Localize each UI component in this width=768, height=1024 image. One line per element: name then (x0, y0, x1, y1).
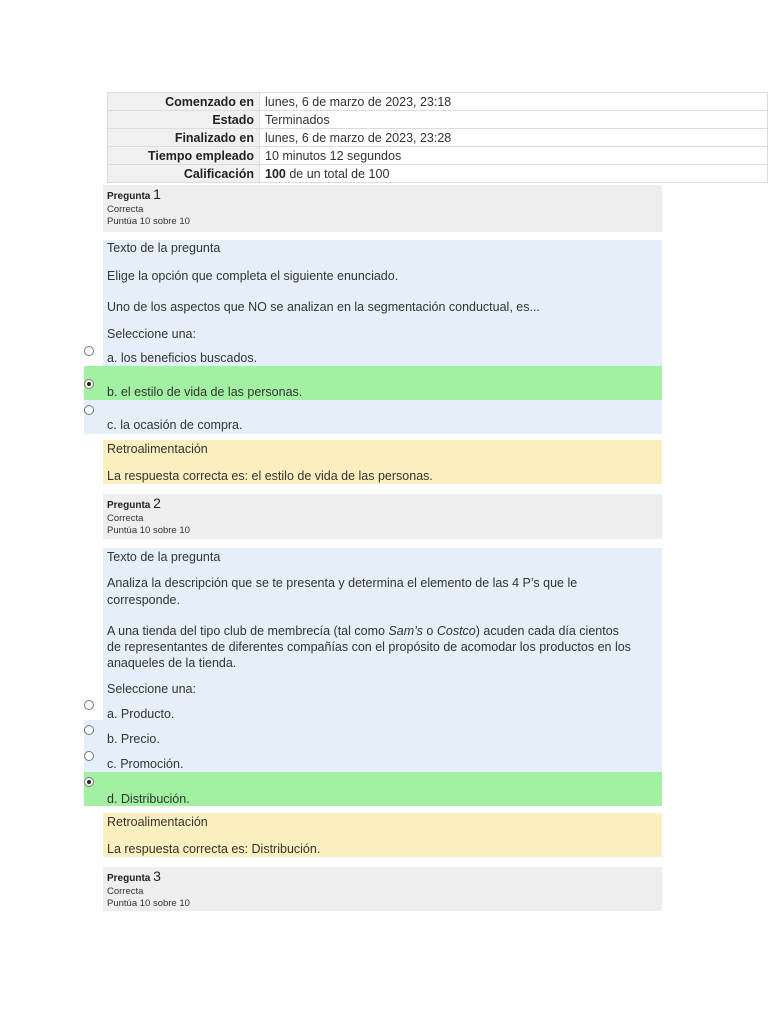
radio-button[interactable] (84, 725, 94, 735)
summary-value (260, 165, 768, 183)
question-2-info (103, 494, 662, 539)
question-text-label: Texto de la pregunta (107, 550, 221, 564)
summary-row (108, 129, 768, 147)
question-title: Pregunta 1 (107, 186, 161, 202)
answer-option[interactable]: c. la ocasión de compra. (107, 418, 243, 432)
summary-label: Finalizado en (108, 129, 260, 147)
question-text-label: Texto de la pregunta (107, 241, 221, 255)
brand-costco: Costco (436, 624, 476, 638)
radio-button[interactable] (84, 346, 94, 356)
select-one-label: Seleccione una: (107, 327, 196, 341)
summary-label: Comenzado en (108, 93, 260, 111)
grade-score: 100 (265, 166, 286, 181)
question-instruction: Analiza la descripción que se te presenta y determina el elemento de las 4 P’s que le (107, 576, 578, 590)
attempt-summary-table (107, 92, 768, 183)
question-prompt: A una tienda del tipo club de membrecía (tal como Sam’s o Costco) acuden cada día cientos (107, 624, 619, 638)
answer-option[interactable]: b. Precio. (107, 732, 160, 746)
question-instruction: corresponde. (107, 593, 180, 607)
answer-option[interactable]: c. Promoción. (107, 757, 184, 771)
feedback-label: Retroalimentación (107, 442, 208, 456)
question-3-info (103, 867, 662, 911)
summary-row (108, 111, 768, 129)
question-grade: Puntúa 10 sobre 10 (107, 525, 190, 536)
summary-label: Tiempo empleado (108, 147, 260, 165)
answer-option[interactable]: a. los beneficios buscados. (107, 351, 258, 365)
feedback-label: Retroalimentación (107, 815, 208, 829)
summary-value: lunes, 6 de marzo de 2023, 23:28 (260, 129, 768, 147)
question-number: 1 (153, 186, 161, 202)
grade-total: de un total de 100 (285, 166, 390, 181)
feedback-text: La respuesta correcta es: el estilo de vida de las personas. (107, 469, 433, 483)
summary-label: Calificación (108, 165, 260, 183)
question-title: Pregunta 2 (107, 495, 161, 511)
radio-button[interactable] (84, 405, 94, 415)
question-grade: Puntúa 10 sobre 10 (107, 898, 190, 909)
question-prompt: anaqueles de la tienda. (107, 656, 237, 670)
summary-label: Estado (108, 111, 260, 129)
question-1-info (103, 185, 662, 232)
answer-option[interactable]: a. Producto. (107, 707, 175, 721)
summary-row (108, 147, 768, 165)
question-prompt: Uno de los aspectos que NO se analizan en la segmentación conductual, es... (107, 300, 540, 314)
summary-value: Terminados (260, 111, 768, 129)
question-state: Correcta (107, 886, 144, 897)
summary-value: lunes, 6 de marzo de 2023, 23:18 (260, 93, 768, 111)
brand-sams: Sam’s (388, 624, 423, 638)
summary-row (108, 93, 768, 111)
question-state: Correcta (107, 204, 144, 215)
question-prompt: de representantes de diferentes compañías con el propósito de acomodar los productos en los (107, 640, 631, 654)
answer-option[interactable]: b. el estilo de vida de las personas. (107, 385, 303, 399)
question-number: 2 (153, 495, 161, 511)
summary-row (108, 165, 768, 183)
radio-button-selected[interactable] (84, 777, 94, 787)
question-instruction: Elige la opción que completa el siguiente enunciado. (107, 269, 399, 283)
radio-button-selected[interactable] (84, 379, 94, 389)
question-number: 3 (153, 868, 161, 884)
question-grade: Puntúa 10 sobre 10 (107, 216, 190, 227)
question-title: Pregunta 3 (107, 868, 161, 884)
feedback-text: La respuesta correcta es: Distribución. (107, 842, 321, 856)
question-state: Correcta (107, 513, 144, 524)
answer-option[interactable]: d. Distribución. (107, 792, 190, 806)
radio-button[interactable] (84, 700, 94, 710)
select-one-label: Seleccione una: (107, 682, 196, 696)
summary-value: 10 minutos 12 segundos (260, 147, 768, 165)
radio-button[interactable] (84, 751, 94, 761)
